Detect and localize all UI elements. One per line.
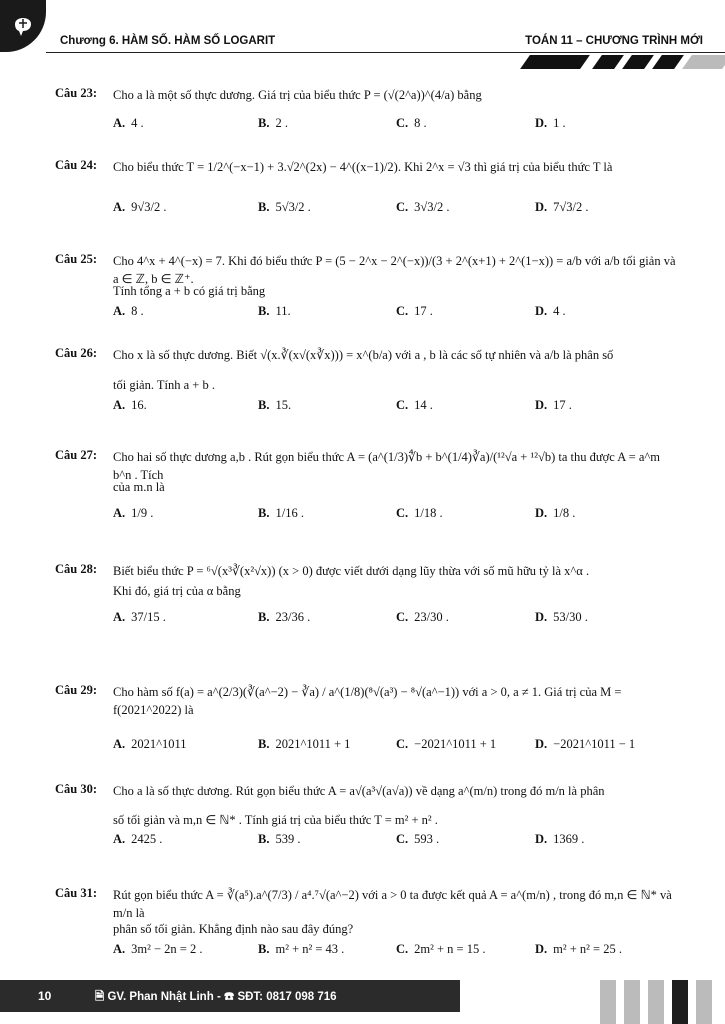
option-value: 539 . — [275, 832, 301, 846]
option-value: 2021^1011 — [131, 737, 187, 751]
option-value: 9√3/2 . — [131, 200, 167, 214]
option-value: 3m² − 2n = 2 . — [131, 942, 203, 956]
option-key: D. — [535, 506, 548, 520]
chapter-title: Chương 6. HÀM SỐ. HÀM SỐ LOGARIT — [60, 35, 276, 47]
question-30 — [55, 776, 680, 856]
footer-info: 🗎 GV. Phan Nhật Linh - ☎ SĐT: 0817 098 716 — [95, 991, 337, 1003]
question-text-cont: Khi đó, giá trị của α bằng — [113, 584, 241, 598]
question-text: Cho hàm số f(a) = a^(2/3)(∛(a^−2) − ∛a) / a^(1/8)(⁸√(a³) − ⁸√(a^−1)) với a > 0, a ≠ 1. Giá trị của M = f(2021^2022) là — [113, 685, 622, 717]
footer-stripe — [648, 980, 664, 1024]
author-name: GV. Phan Nhật Linh — [107, 991, 214, 1003]
question-label: Câu 25: — [55, 252, 98, 266]
option-key: C. — [396, 116, 409, 130]
header-divider — [46, 52, 725, 53]
options-row — [113, 304, 680, 336]
option-d[interactable] — [535, 200, 589, 215]
footer-stripe — [600, 980, 616, 1024]
question-31 — [55, 880, 680, 970]
option-value: 17 . — [414, 304, 433, 318]
options-row — [113, 506, 680, 538]
option-key: A. — [113, 942, 126, 956]
phone-icon: ☎ — [223, 991, 235, 1003]
options-row — [113, 610, 680, 642]
options-row — [113, 200, 680, 232]
option-value: 1 . — [553, 116, 566, 130]
option-a[interactable] — [113, 116, 144, 131]
question-text: Cho hai số thực dương a,b . Rút gọn biểu thức A = (a^(1/3)∜b + b^(1/4)∛a)/(¹²√a + ¹²√b) ta thu được A = a^m b^n . Tích — [113, 450, 660, 482]
option-key: B. — [258, 737, 270, 751]
option-d[interactable] — [535, 737, 635, 752]
option-d[interactable] — [535, 942, 622, 957]
option-key: A. — [113, 737, 126, 751]
option-key: D. — [535, 610, 548, 624]
question-29 — [55, 675, 680, 765]
footer-stripe — [696, 980, 712, 1024]
option-value: 2 . — [275, 116, 288, 130]
question-25 — [55, 246, 680, 326]
option-key: B. — [258, 610, 270, 624]
option-b[interactable] — [258, 942, 344, 957]
option-key: A. — [113, 832, 126, 846]
option-value: 15. — [275, 398, 292, 412]
option-value: 3√3/2 . — [414, 200, 450, 214]
option-c[interactable] — [396, 304, 433, 319]
question-label: Câu 26: — [55, 346, 98, 360]
option-key: C. — [396, 200, 409, 214]
option-key: C. — [396, 942, 409, 956]
option-key: B. — [258, 506, 270, 520]
question-28 — [55, 558, 680, 648]
option-value: 1/8 . — [553, 506, 576, 520]
option-value: 17 . — [553, 398, 572, 412]
option-a[interactable] — [113, 942, 202, 957]
option-value: m² + n² = 43 . — [275, 942, 345, 956]
option-d[interactable] — [535, 506, 575, 521]
option-c[interactable] — [396, 610, 449, 625]
option-value: 593 . — [414, 832, 440, 846]
question-label: Câu 31: — [55, 886, 98, 900]
question-label: Câu 23: — [55, 86, 98, 100]
option-value: 8 . — [131, 304, 144, 318]
option-value: 2021^1011 + 1 — [275, 737, 351, 751]
option-d[interactable] — [535, 832, 584, 847]
option-key: A. — [113, 398, 126, 412]
option-value: 7√3/2 . — [553, 200, 589, 214]
question-text: Biết biểu thức P = ⁶√(x³∛(x²√x)) (x > 0) được viết dưới dạng lũy thừa với số mũ hữu tỷ là x^α . — [113, 564, 590, 578]
option-key: C. — [396, 832, 409, 846]
option-value: 8 . — [414, 116, 427, 130]
option-a[interactable] — [113, 304, 144, 319]
option-value: 16. — [131, 398, 147, 412]
question-text: Cho x là số thực dương. Biết √(x.∛(x√(x∛x))) = x^(b/a) với a , b là các số tự nhiên và a/b là phân số — [113, 348, 614, 362]
option-key: D. — [535, 832, 548, 846]
question-24 — [55, 150, 680, 230]
option-d[interactable] — [535, 610, 588, 625]
brain-icon — [9, 12, 37, 38]
option-key: C. — [396, 506, 409, 520]
option-a[interactable] — [113, 398, 147, 413]
question-23 — [55, 86, 680, 146]
option-c[interactable] — [396, 116, 427, 131]
footer-stripe — [672, 980, 688, 1024]
question-26 — [55, 340, 680, 420]
option-value: 4 . — [131, 116, 144, 130]
question-text: Cho a là một số thực dương. Giá trị của biểu thức P = (√(2^a))^(4/a) bằng — [113, 88, 482, 102]
question-text-cont: của m.n là — [113, 480, 165, 494]
author-phone: SĐT: 0817 098 716 — [237, 991, 337, 1003]
option-c[interactable] — [396, 398, 433, 413]
option-b[interactable] — [258, 200, 311, 215]
option-key: A. — [113, 200, 126, 214]
option-a[interactable] — [113, 200, 167, 215]
option-b[interactable] — [258, 506, 304, 521]
option-c[interactable] — [396, 506, 443, 521]
option-key: B. — [258, 832, 270, 846]
option-value: 14 . — [414, 398, 433, 412]
question-text-cont: Tính tổng a + b có giá trị bằng — [113, 284, 266, 298]
option-b[interactable] — [258, 398, 291, 413]
page-footer — [0, 980, 725, 1024]
option-a[interactable] — [113, 737, 187, 752]
question-text: Rút gọn biểu thức A = ∛(a⁵).a^(7/3) / a⁴.⁷√(a^−2) với a > 0 ta được kết quả A = a^(m/n) , trong đó m,n ∈ ℕ* và m/n là — [113, 888, 672, 920]
option-key: D. — [535, 116, 548, 130]
option-a[interactable] — [113, 832, 162, 847]
option-key: A. — [113, 610, 126, 624]
option-value: −2021^1011 − 1 — [553, 737, 636, 751]
question-text-cont: số tối giản và m,n ∈ ℕ* . Tính giá trị của biểu thức T = m² + n² . — [113, 813, 438, 827]
option-b[interactable] — [258, 304, 291, 319]
option-b[interactable] — [258, 610, 310, 625]
option-b[interactable] — [258, 116, 288, 131]
option-key: D. — [535, 398, 548, 412]
question-text: Cho 4^x + 4^(−x) = 7. Khi đó biểu thức P = (5 − 2^x − 2^(−x))/(3 + 2^(x+1) + 2^(1−x)) = a/b với a/b tối giản và a ∈ ℤ, b ∈ ℤ⁺. — [113, 254, 676, 286]
option-key: A. — [113, 304, 126, 318]
question-27 — [55, 440, 680, 540]
option-key: A. — [113, 116, 126, 130]
option-value: 1/9 . — [131, 506, 154, 520]
question-text-cont: phân số tối giản. Khẳng định nào sau đây đúng? — [113, 922, 354, 936]
option-value: 4 . — [553, 304, 566, 318]
option-value: 1/18 . — [414, 506, 443, 520]
option-value: 1/16 . — [275, 506, 304, 520]
footer-stripe — [624, 980, 640, 1024]
question-text: Cho biểu thức T = 1/2^(−x−1) + 3.√2^(2x) − 4^((x−1)/2). Khi 2^x = √3 thì giá trị của biểu thức T là — [113, 160, 613, 174]
option-key: B. — [258, 942, 270, 956]
option-c[interactable] — [396, 200, 450, 215]
options-row — [113, 832, 680, 864]
option-key: D. — [535, 200, 548, 214]
option-key: D. — [535, 942, 548, 956]
option-d[interactable] — [535, 116, 566, 131]
brand-logo — [0, 0, 46, 52]
page-number: 10 — [38, 989, 52, 1003]
option-key: D. — [535, 737, 548, 751]
option-b[interactable] — [258, 737, 350, 752]
option-value: m² + n² = 25 . — [553, 942, 622, 956]
question-text-cont: tối giản. Tính a + b . — [113, 378, 215, 392]
footer-bar — [0, 980, 460, 1012]
question-label: Câu 27: — [55, 448, 98, 462]
option-c[interactable] — [396, 832, 439, 847]
option-value: 23/36 . — [275, 610, 311, 624]
options-row — [113, 398, 680, 430]
option-value: 2425 . — [131, 832, 163, 846]
options-row — [113, 942, 680, 974]
option-key: C. — [396, 737, 409, 751]
question-label: Câu 29: — [55, 683, 98, 697]
option-a[interactable] — [113, 506, 153, 521]
question-label: Câu 24: — [55, 158, 98, 172]
option-a[interactable] — [113, 610, 166, 625]
option-key: B. — [258, 398, 270, 412]
option-d[interactable] — [535, 304, 566, 319]
option-key: B. — [258, 200, 270, 214]
option-value: 2m² + n = 15 . — [414, 942, 486, 956]
option-value: 53/30 . — [553, 610, 588, 624]
option-key: C. — [396, 610, 409, 624]
option-value: 11. — [275, 304, 291, 318]
option-key: B. — [258, 304, 270, 318]
option-key: A. — [113, 506, 126, 520]
option-b[interactable] — [258, 832, 300, 847]
option-value: 23/30 . — [414, 610, 449, 624]
option-value: 1369 . — [553, 832, 585, 846]
option-d[interactable] — [535, 398, 572, 413]
options-row — [113, 737, 680, 769]
question-text: Cho a là số thực dương. Rút gọn biểu thức A = a√(a³√(a√a)) về dạng a^(m/n) trong đó m/n là phân — [113, 784, 605, 798]
question-label: Câu 28: — [55, 562, 98, 576]
options-row — [113, 116, 680, 148]
option-key: C. — [396, 304, 409, 318]
document-icon: 🗎 — [95, 991, 105, 1003]
option-value: 37/15 . — [131, 610, 166, 624]
option-key: D. — [535, 304, 548, 318]
option-value: −2021^1011 + 1 — [414, 737, 497, 751]
course-title: TOÁN 11 – CHƯƠNG TRÌNH MỚI — [525, 35, 703, 47]
option-c[interactable] — [396, 737, 496, 752]
option-key: B. — [258, 116, 270, 130]
option-c[interactable] — [396, 942, 485, 957]
option-value: 5√3/2 . — [275, 200, 311, 214]
question-label: Câu 30: — [55, 782, 98, 796]
header-stripes — [485, 55, 725, 69]
option-key: C. — [396, 398, 409, 412]
